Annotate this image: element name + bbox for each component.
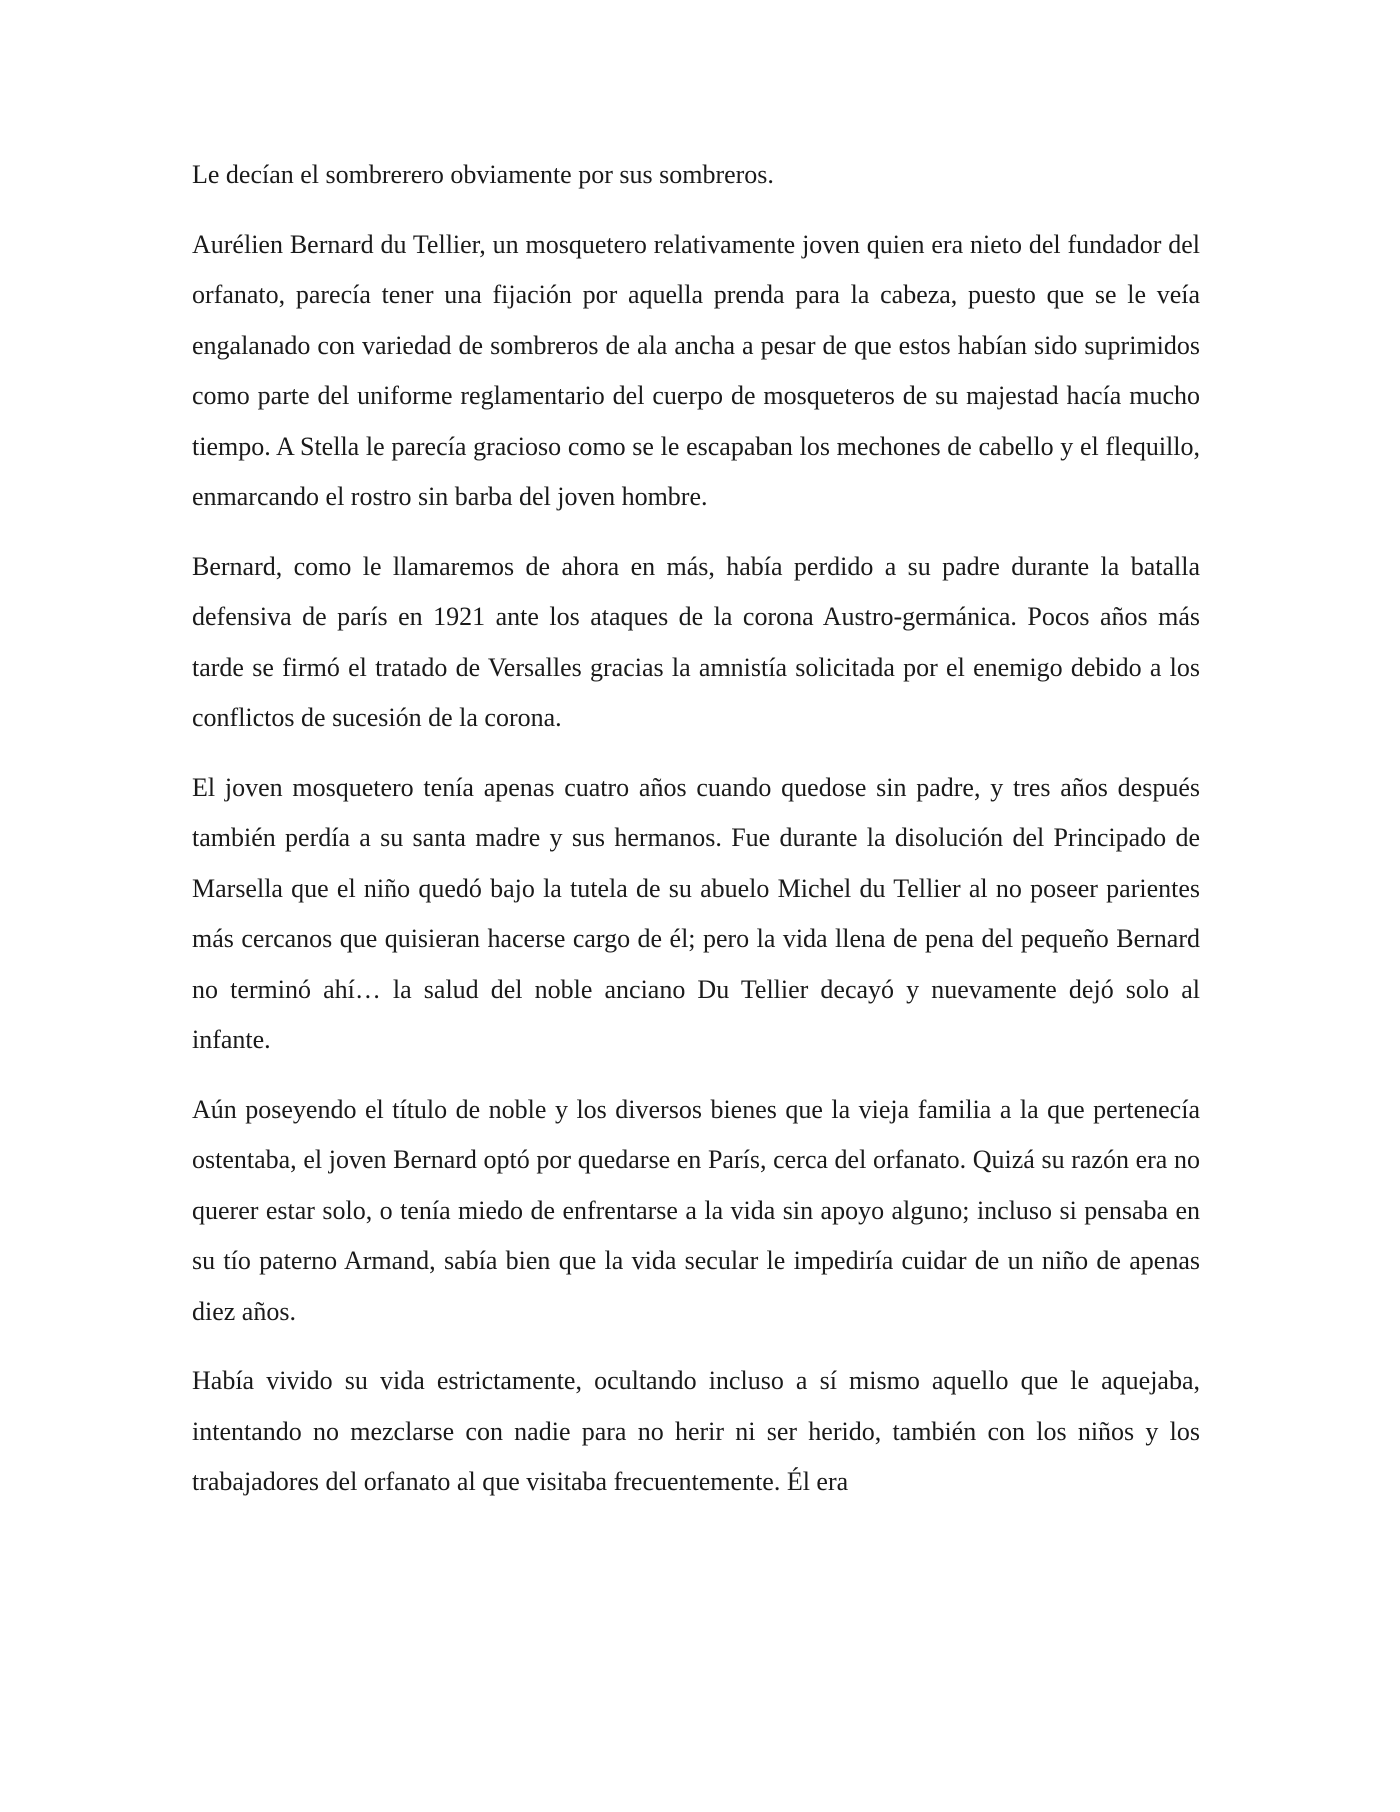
paragraph-5: Aún poseyendo el título de noble y los diversos bienes que la vieja familia a la que pertenecía ostentaba, el joven Bernard optó por quedarse en París, cerca del orfanato. Quizá su razón era no querer estar solo, o tenía miedo de enfrentarse a la vida sin apoyo alguno; incluso si pensaba en su tío paterno Armand, sabía bien que la vida secular le impediría cuidar de un niño de apenas diez años. bbox=[192, 1094, 1200, 1326]
paragraph-4: El joven mosquetero tenía apenas cuatro años cuando quedose sin padre, y tres años después también perdía a su santa madre y sus hermanos. Fue durante la disolución del Principado de Marsella que el niño quedó bajo la tutela de su abuelo Michel du Tellier al no poseer parientes más cercanos que quisieran hacerse cargo de él; pero la vida llena de pena del pequeño Bernard no terminó ahí… la salud del noble anciano Du Tellier decayó y nuevamente dejó solo al infante. bbox=[192, 772, 1200, 1054]
paragraph-6: Había vivido su vida estrictamente, ocultando incluso a sí mismo aquello que le aquejaba, intentando no mezclarse con nadie para no herir ni ser herido, también con los niños y los trabajadores del orfanato al que visitaba frecuentemente. Él era bbox=[192, 1366, 1200, 1496]
paragraph-1: Le decían el sombrerero obviamente por sus sombreros. bbox=[192, 160, 774, 189]
paragraph-2: Aurélien Bernard du Tellier, un mosquetero relativamente joven quien era nieto del fundador del orfanato, parecía tener una fijación por aquella prenda para la cabeza, puesto que se le veía engalanado con variedad de sombreros de ala ancha a pesar de que estos habían sido suprimidos como parte del uniforme reglamentario del cuerpo de mosqueteros de su majestad hacía mucho tiempo. A Stella le parecía gracioso como se le escapaban los mechones de cabello y el flequillo, enmarcando el rostro sin barba del joven hombre. bbox=[192, 229, 1200, 511]
document-page bbox=[192, 150, 1200, 1527]
paragraph-3: Bernard, como le llamaremos de ahora en más, había perdido a su padre durante la batalla defensiva de parís en 1921 ante los ataques de la corona Austro-germánica. Pocos años más tarde se firmó el tratado de Versalles gracias la amnistía solicitada por el enemigo debido a los conflictos de sucesión de la corona. bbox=[192, 551, 1200, 732]
